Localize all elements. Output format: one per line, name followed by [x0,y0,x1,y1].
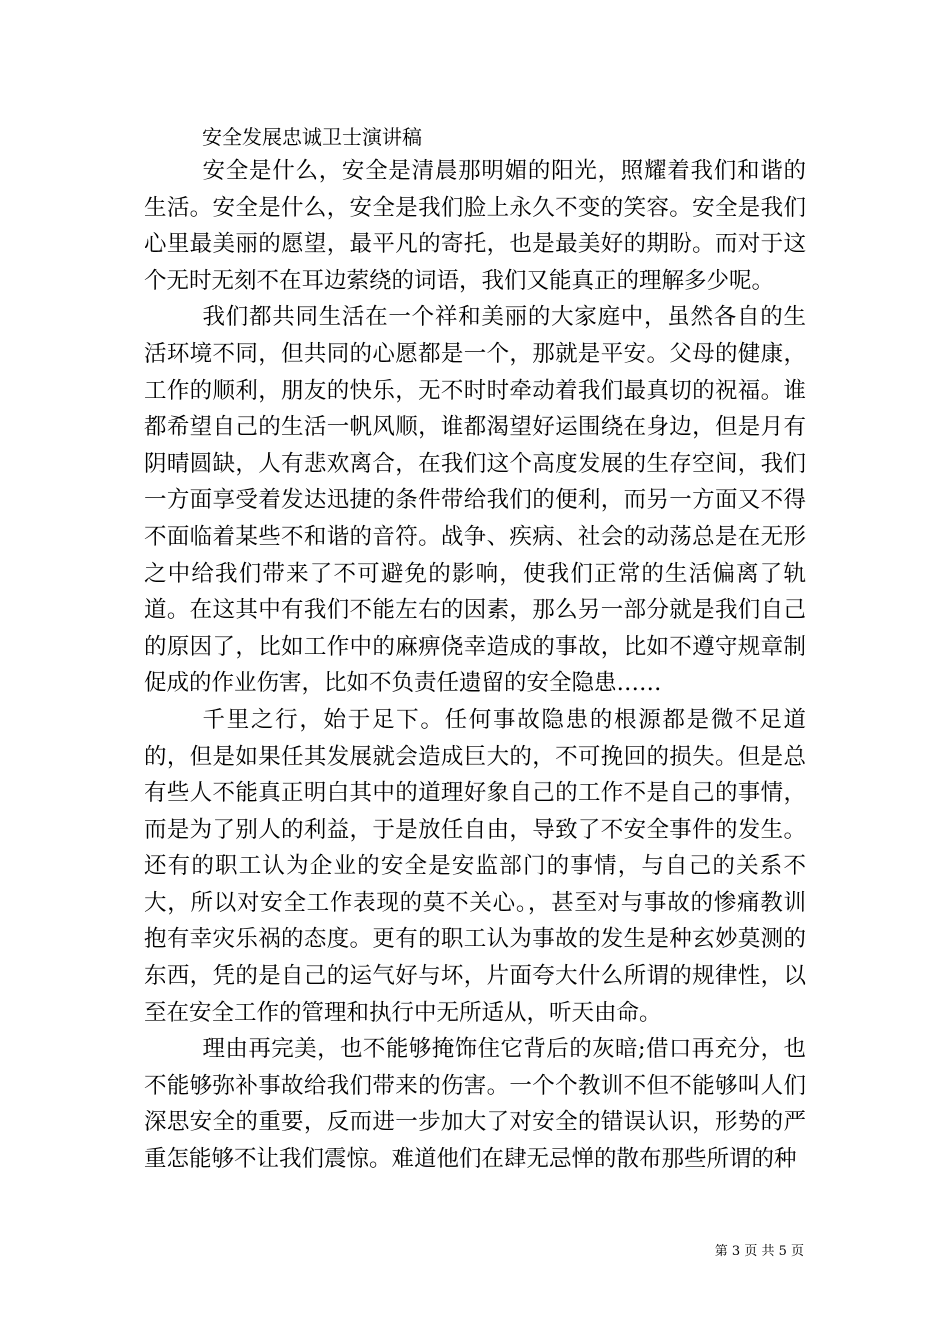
document-title: 安全发展忠诚卫士演讲稿 [202,125,422,149]
paragraph-3: 千里之行，始于足下。任何事故隐患的根源都是微不足道的，但是如果任其发展就会造成巨大的，不可挽回的损失。但是总有些人不能真正明白其中的道理好象自己的工作不是自己的事情，而是为了别人的利益，于是放任自由，导致了不安全事件的发生。还有的职工认为企业的安全是安监部门的事情，与自己的关系不大，所以对安全工作表现的莫不关心。，甚至对与事故的惨痛教训抱有幸灾乐祸的态度。更有的职工认为事故的发生是种玄妙莫测的东西，凭的是自己的运气好与坏，片面夸大什么所谓的规律性，以至在安全工作的管理和执行中无所适从，听天由命。 [144,706,806,1026]
paragraph-2: 我们都共同生活在一个祥和美丽的大家庭中，虽然各自的生活环境不同，但共同的心愿都是一个，那就是平安。父母的健康，工作的顺利，朋友的快乐，无不时时牵动着我们最真切的祝福。谁都希望自己的生活一帆风顺，谁都渴望好运围绕在身边，但是月有阴晴圆缺，人有悲欢离合，在我们这个高度发展的生存空间，我们一方面享受着发达迅捷的条件带给我们的便利，而另一方面又不得不面临着某些不和谐的音符。战争、疾病、社会的动荡总是在无形之中给我们带来了不可避免的影响，使我们正常的生活偏离了轨道。在这其中有我们不能左右的因素，那么另一部分就是我们自己的原因了，比如工作中的麻痹侥幸造成的事故，比如不遵守规章制促成的作业伤害，比如不负责任遗留的安全隐患…… [144,304,806,697]
page-number: 第 3 页 共 5 页 [714,1244,804,1259]
paragraph-1: 安全是什么，安全是清晨那明媚的阳光，照耀着我们和谐的生活。安全是什么，安全是我们脸上永久不变的笑容。安全是我们心里最美丽的愿望，最平凡的寄托，也是最美好的期盼。而对于这个无时无刻不在耳边萦绕的词语，我们又能真正的理解多少呢。 [144,158,806,294]
document-body [144,153,806,1178]
paragraph-4: 理由再完美，也不能够掩饰住它背后的灰暗;借口再充分，也不能够弥补事故给我们带来的伤害。一个个教训不但不能够叫人们深思安全的重要，反而进一步加大了对安全的错误认识，形势的严重怎能够不让我们震惊。难道他们在肆无忌惮的散布那些所谓的种 [144,1036,806,1173]
